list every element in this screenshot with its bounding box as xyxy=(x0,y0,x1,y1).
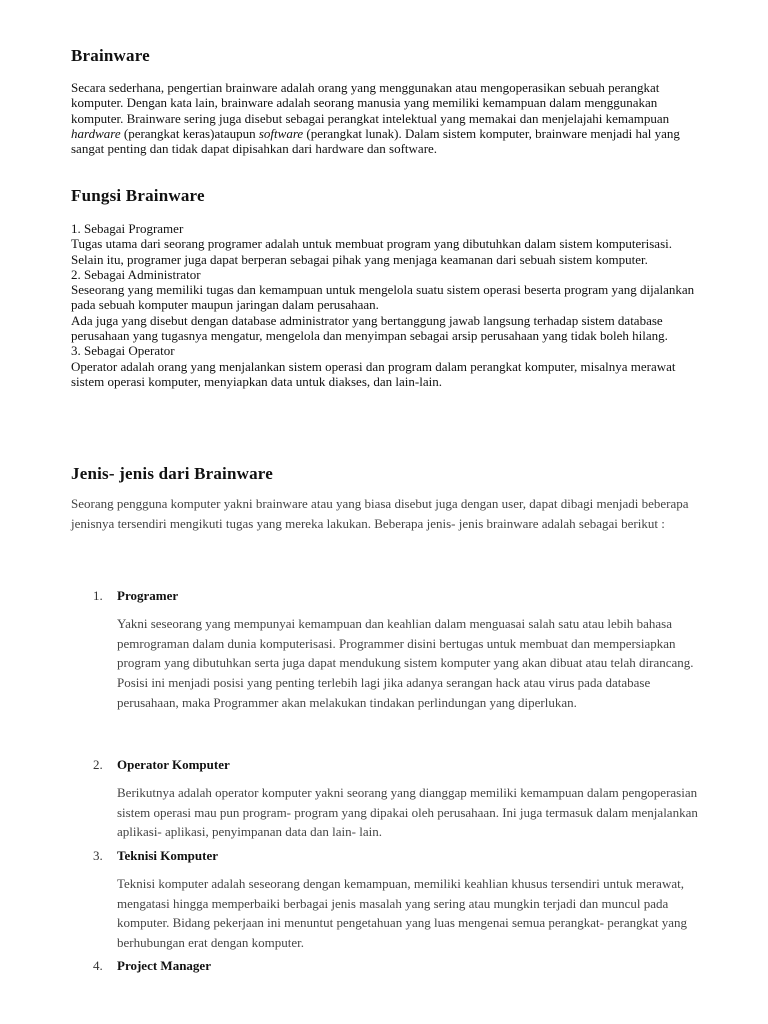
item-number: 4. xyxy=(93,958,103,973)
fungsi-line: Operator adalah orang yang menjalankan sistem operasi dan program dalam perangkat komputer, misalnya merawat sistem operasi komputer, menyiapkan data untuk diakses, dan lain-lain. xyxy=(71,358,676,389)
item-title: Operator Komputer xyxy=(117,757,230,772)
fungsi-list xyxy=(71,221,707,389)
jenis-intro: Seorang pengguna komputer yakni brainware atau yang biasa disebut juga dengan user, dapat dibagi menjadi beberapa jenisnya tersendiri mengikuti tugas yang mereka lakukan. Beberapa jenis- jenis brainware adalah sebagai berikut : xyxy=(71,496,689,531)
item-number: 1. xyxy=(93,588,103,603)
item-body: Teknisi komputer adalah seseorang dengan kemampuan, memiliki keahlian khusus tersendiri untuk merawat, mengatasi hingga memperbaiki berbagai jenis masalah yang sering atau mungkin terjadi dan muncul pada komputer. Bidang pekerjaan ini menuntut pengetahuan yang luas mengenai semua perangkat- perangkat yang berhubungan erat dengan komputer. xyxy=(117,876,688,951)
item-number: 2. xyxy=(93,757,103,772)
heading-jenis-brainware: Jenis- jenis dari Brainware xyxy=(71,464,273,483)
fungsi-line: Ada juga yang disebut dengan database administrator yang bertanggung jawab langsung terhadap sistem database perusahaan yang tugasnya mengatur, mengelola dan menyimpan sebagai arsip perusahaan yang tidak boleh hilang. xyxy=(71,312,668,344)
fungsi-line: Tugas utama dari seorang programer adalah untuk membuat program yang dibutuhkan dalam sistem komputerisasi. Selain itu, programer juga dapat berperan sebagai pihak yang menjaga keamanan dari sebuah sistem komputer. xyxy=(71,236,672,267)
item-body: Yakni seseorang yang mempunyai kemampuan dan keahlian dalam menguasai salah satu atau lebih bahasa pemrograman dalam dunia komputerisasi. Programmer disini bertugas untuk membuat dan mempersiapkan program yang dibutuhkan serta juga dapat mendukung sistem komputer yang akan dibuat atau telah dirancang. Posisi ini menjadi posisi yang penting terlebih lagi jika adanya serangan hack atau virus pada database perusahaan, maka Programmer akan melakukan tindakan perlindungan yang diperlukan. xyxy=(117,616,694,710)
fungsi-line: 3. Sebagai Operator xyxy=(71,343,175,359)
heading-fungsi-brainware: Fungsi Brainware xyxy=(71,186,205,205)
item-title: Programer xyxy=(117,588,179,603)
fungsi-line: 2. Sebagai Administrator xyxy=(71,266,201,282)
item-body: Berikutnya adalah operator komputer yakni seorang yang dianggap memiliki kemampuan dalam pengoperasian sistem operasi mau pun program- program yang dipakai oleh perusahaan. Ini juga termasuk dalam menjalankan aplikasi- aplikasi, penyimpanan data dan lain- lain. xyxy=(117,785,698,840)
item-title: Teknisi Komputer xyxy=(117,848,219,863)
item-number: 3. xyxy=(93,848,103,863)
heading-brainware: Brainware xyxy=(71,46,150,65)
fungsi-line: 1. Sebagai Programer xyxy=(71,221,184,236)
item-title: Project Manager xyxy=(117,958,211,973)
fungsi-line: Seseorang yang memiliki tugas dan kemampuan untuk mengelola suatu sistem operasi beserta program yang dijalankan pada sebuah komputer maupun jaringan dalam perusahaan. xyxy=(71,282,695,313)
brainware-paragraph: Secara sederhana, pengertian brainware adalah orang yang menggunakan atau mengoperasikan sebuah perangkat komputer. Dengan kata lain, brainware adalah seorang manusia yang memiliki kemampuan dalam menggunakan komputer. Brainware sering juga disebut sebagai perangkat intelektual yang memakai dan menjelajahi kemampuan hardware (perangkat keras)ataupun software (perangkat lunak). Dalam sistem komputer, brainware menjadi hal yang sangat penting dan tidak dapat dipisahkan dari hardware dan software. xyxy=(71,80,680,157)
